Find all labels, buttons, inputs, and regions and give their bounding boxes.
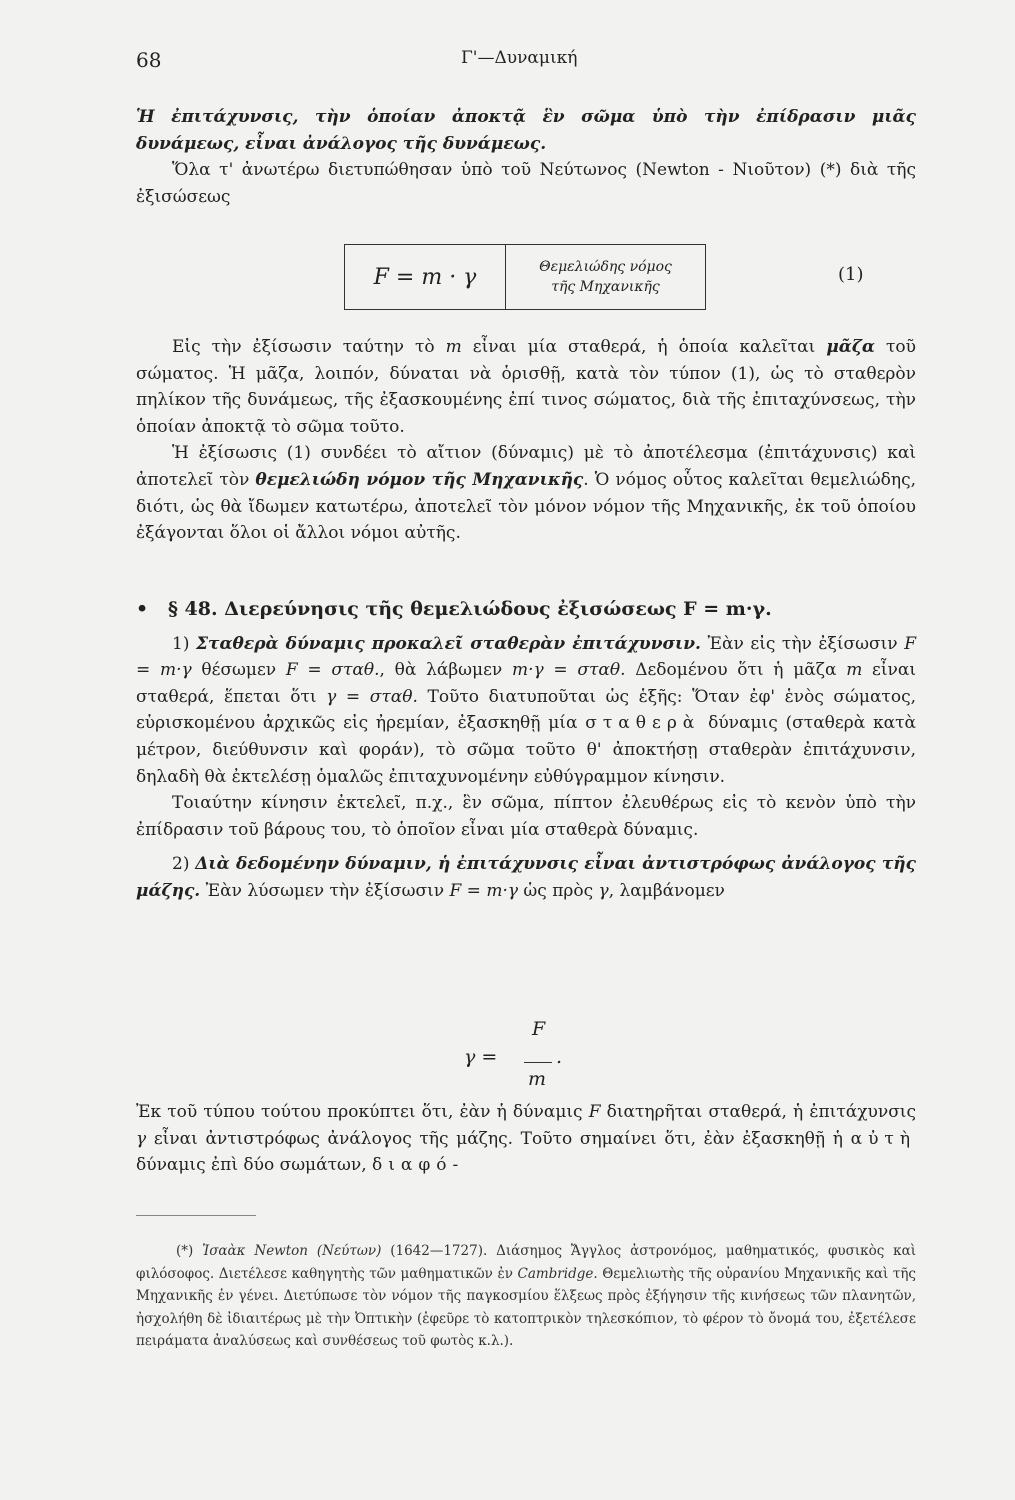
- formula-dot: .: [556, 1046, 563, 1068]
- newton-intro: Ὅλα τ' ἀνωτέρω διετυπώθησαν ὑπὸ τοῦ Νεύτωνος (Newton - Νιοῦτον) (*) διὰ τῆς ἐξισώσεως: [136, 160, 916, 207]
- section-title: § 48. Διερεύνησις τῆς θεμελιώδους ἐξισώσεως F = m·γ.: [168, 598, 772, 620]
- law-statement: Ἡ ἐπιτάχυνσις, τὴν ὁποίαν ἀποκτᾷ ἓν σῶμα ὑπὸ τὴν ἐπίδρασιν μιᾶς δυνάμεως, εἶναι ἀνάλογος τῆς δυνάμεως.: [136, 107, 916, 154]
- acceleration-formula: [460, 1018, 620, 1108]
- law-block: [136, 104, 916, 210]
- formula-label: [505, 245, 705, 309]
- formula-box: [344, 244, 706, 310]
- mass-paragraph: Εἰς τὴν ἐξίσωσιν ταύτην τὸ m εἶναι μία σταθερά, ἡ ὁποία καλεῖται μᾶζα τοῦ σώματος. Ἡ μᾶζα, λοιπόν, δύναται νὰ ὁρισθῇ, κατὰ τὸν τύπον (1), ὡς τὸ σταθερὸν πηλίκον τῆς δυνάμεως, τῆς ἐξασκουμένης ἐπί τινος σώματος, διὰ τῆς ἐπιταχύνσεως, τὴν ὁποίαν ἀποκτᾷ τὸ σῶμα τοῦτο.: [136, 337, 916, 437]
- case-1-title: Σταθερὰ δύναμις προκαλεῖ σταθερὰν ἐπιτάχυνσιν.: [196, 633, 701, 654]
- footnote-divider: [136, 1215, 256, 1216]
- footnote-marker: (*): [176, 1243, 203, 1259]
- term-mass: μᾶζα: [826, 337, 875, 357]
- case-2-title: Διὰ δεδομένην δύναμιν, ἡ ἐπιτάχυνσις εἶναι ἀντιστρόφως ἀνάλογος τῆς μάζης.: [136, 854, 917, 901]
- equation-number: (1): [838, 264, 864, 285]
- after-formula-block: [136, 1099, 916, 1179]
- footnote-name: Ἰσαὰκ Newton (Νεύτων): [202, 1243, 382, 1259]
- page-header: [136, 48, 916, 78]
- page-number: 68: [136, 48, 162, 72]
- fundamental-law-paragraph: Ἡ ἐξίσωσις (1) συνδέει τὸ αἴτιον (δύναμις) μὲ τὸ ἀποτέλεσμα (ἐπιτάχυνσις) καὶ ἀποτελεῖ τὸν θεμελιώδη νόμον τῆς Μηχανικῆς. Ὁ νόμος οὗτος καλεῖται θεμελιώδης, διότι, ὡς θὰ ἴδωμεν κατωτέρω, ἀποτελεῖ τὸν μόνον νόμον τῆς Μηχανικῆς, ἐκ τοῦ ὁποίου ἐξάγονται ὅλοι οἱ ἄλλοι νόμοι αὐτῆς.: [136, 443, 916, 544]
- formula-lhs: γ =: [464, 1046, 498, 1068]
- formula-numerator: F: [532, 1018, 546, 1040]
- inverse-proportion-paragraph: Ἐκ τοῦ τύπου τούτου προκύπτει ὅτι, ἐὰν ἡ δύναμις F διατηρῆται σταθερά, ἡ ἐπιτάχυνσις γ εἶναι ἀντιστρόφως ἀνάλογος τῆς μάζης. Τοῦτο σημαίνει ὅτι, ἐὰν ἐξασκηθῇ ἡ αὐτὴ δύναμις ἐπὶ δύο σωμάτων, διαφό-: [136, 1102, 916, 1176]
- free-fall-paragraph: Τοιαύτην κίνησιν ἐκτελεῖ, π.χ., ἓν σῶμα, πίπτον ἐλευθέρως εἰς τὸ κενὸν ὑπὸ τὴν ἐπίδρασιν τοῦ βάρους του, τὸ ὁποῖον εἶναι μία σταθερὰ δύναμις.: [136, 793, 916, 840]
- section-48: [136, 596, 916, 905]
- formula-label-line1: Θεμελιώδης νόμος: [539, 259, 672, 275]
- case-2-paragraph: 2) Διὰ δεδομένην δύναμιν, ἡ ἐπιτάχυνσις εἶναι ἀντιστρόφως ἀνάλογος τῆς μάζης. Ἐὰν λύσωμεν τὴν ἐξίσωσιν F = m·γ ὡς πρὸς γ, λαμβάνομεν: [136, 854, 917, 901]
- section-heading: [136, 596, 916, 623]
- formula-label-line2: τῆς Μηχανικῆς: [551, 279, 660, 295]
- running-title: Γ'—Δυναμική: [461, 48, 578, 68]
- case-1-paragraph: 1) Σταθερὰ δύναμις προκαλεῖ σταθερὰν ἐπιτάχυνσιν. Ἐὰν εἰς τὴν ἐξίσωσιν F = m·γ θέσωμεν F = σταθ., θὰ λάβωμεν m·γ = σταθ. Δεδομένου ὅτι ἡ μᾶζα m εἶναι σταθερά, ἕπεται ὅτι γ = σταθ. Τοῦτο διατυποῦται ὡς ἑξῆς: Ὅταν ἐφ' ἑνὸς σώματος, εὑρισκομένου ἀρχικῶς εἰς ἠρεμίαν, ἐξασκηθῇ μία σταθερὰ δύναμις (σταθερὰ κατὰ μέτρον, διεύθυνσιν καὶ φοράν), τὸ σῶμα τοῦτο θ' ἀποκτήσῃ σταθερὰν ἐπιτάχυνσιν, δηλαδὴ θὰ ἐκτελέσῃ ὁμαλῶς ἐπιταχυνομένην εὐθύγραμμον κίνησιν.: [136, 633, 916, 787]
- margin-bullet: •: [136, 598, 149, 620]
- footnote-text: (*) Ἰσαὰκ Newton (Νεύτων) (1642—1727). Διάσημος Ἄγγλος ἀστρονόμος, μαθηματικός, φυσικὸς καὶ φιλόσοφος. Διετέλεσε καθηγητὴς τῶν μαθηματικῶν ἐν Cambridge. Θεμελιωτὴς τῆς οὐρανίου Μηχανικῆς καὶ τῆς Μηχανικῆς ἐν γένει. Διετύπωσε τὸν νόμον τῆς παγκοσμίου ἕλξεως πρὸς ἐξήγησιν τῆς κινήσεως τῶν πλανητῶν, ἠσχολήθη δὲ ἰδιαιτέρως μὲ τὴν Ὀπτικὴν (ἐφεῦρε τὸ κατοπτρικὸν τηλεσκόπιον, τὸ φέρον τὸ ὄνομά του, ἐξετέλεσε πειράματα ἀναλύσεως καὶ συνθέσεως τοῦ φωτὸς κ.λ.).: [136, 1243, 916, 1349]
- fraction-bar: [524, 1062, 552, 1063]
- term-fundamental-law: θεμελιώδη νόμον τῆς Μηχανικῆς: [255, 469, 584, 490]
- formula-denominator: m: [528, 1068, 547, 1090]
- formula-equation: F = m · γ: [373, 264, 477, 290]
- mass-block: [136, 334, 916, 547]
- footnote: [136, 1240, 916, 1353]
